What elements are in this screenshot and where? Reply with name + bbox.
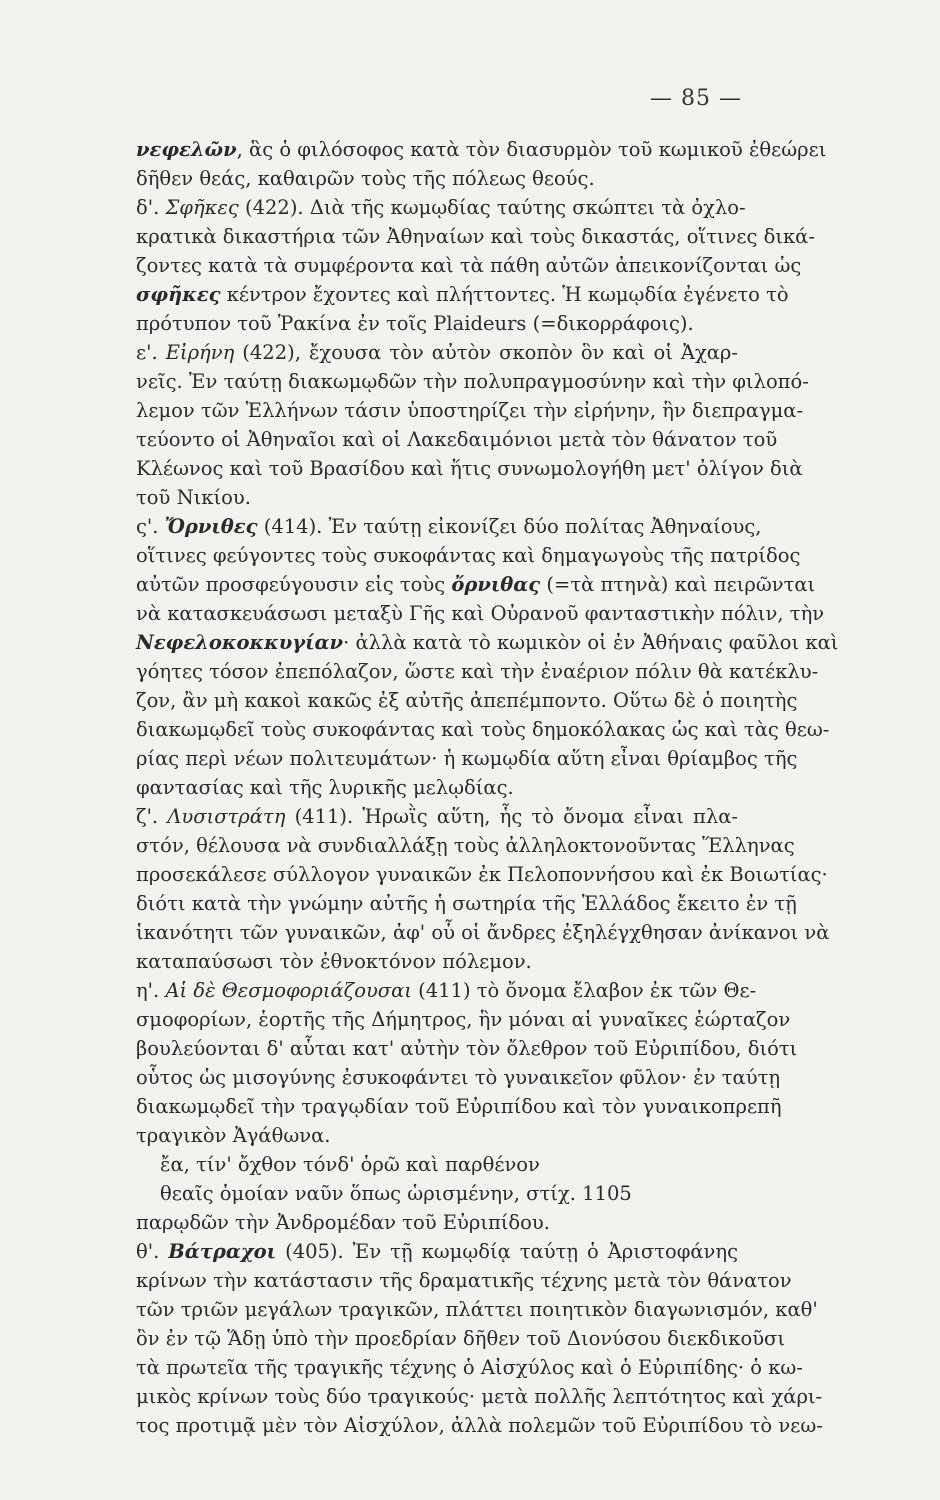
emphasized-title: Λυσιστράτη: [167, 805, 286, 828]
text-line: [136, 978, 757, 1004]
emphasized-title: νεφελῶν: [136, 138, 237, 161]
text-line: [136, 949, 738, 975]
emphasized-title: Αἱ δὲ Θεσμοφοριάζουσαι: [165, 979, 412, 1002]
text-run: διότι κατὰ τὴν γνώμην αὐτῆς ἡ σωτηρία τῆς Ἑλλάδος ἔκειτο ἐν τῇ: [136, 892, 797, 915]
text-line: [136, 369, 809, 395]
text-run: ζοντες κατὰ τὰ συμφέροντα καὶ τὰ πάθη αὐτῶν ἀπεικονίζονται ὡς: [136, 254, 802, 277]
text-run: (422), ἔχουσα τὸν αὐτὸν σκοπὸν ὃν καὶ οἱ Ἀχαρ-: [234, 341, 738, 364]
text-run: (411) τὸ ὄνομα ἔλαβον ἐκ τῶν Θε-: [411, 979, 757, 1002]
text-run: κρατικὰ δικαστήρια τῶν Ἀθηναίων καὶ τοὺς δικαστάς, οἵτινες δικά-: [136, 225, 815, 248]
text-line: [136, 485, 738, 511]
text-line: [136, 398, 804, 424]
text-run: σμοφορίων, ἑορτῆς τῆς Δήμητρος, ἣν μόναι αἱ γυναῖκες ἑώρταζον: [136, 1008, 791, 1031]
text-run: προσεκάλεσε σύλλογον γυναικῶν ἐκ Πελοποννήσου καὶ ἐκ Βοιωτίας·: [136, 863, 828, 886]
text-run: πρότυπον τοῦ Ῥακίνα ἐν τοῖς Plaideurs (=δικορράφοις).: [136, 312, 694, 335]
text-run: τὰ πρωτεῖα τῆς τραγικῆς τέχνης ὁ Αἰσχύλος καὶ ὁ Εὐριπίδης· ὁ κω-: [136, 1356, 803, 1379]
text-run: (414). Ἐν ταύτῃ εἰκονίζει δύο πολίτας Ἀθηναίους,: [257, 515, 762, 538]
text-run: ε'.: [136, 341, 166, 364]
emphasized-title: Σφῆκες: [165, 196, 239, 219]
text-line: [136, 746, 798, 772]
text-line: [136, 282, 789, 308]
text-run: ἱκανότητι τῶν γυναικῶν, ἀφ' οὗ οἱ ἄνδρες ἐξηλέγχθησαν ἀνίκανοι νὰ: [136, 921, 830, 944]
text-line: [136, 1210, 738, 1236]
text-line: [136, 1326, 786, 1352]
text-line: [136, 195, 746, 221]
text-line: [136, 1007, 791, 1033]
text-line: [136, 630, 839, 656]
text-run: λεμον τῶν Ἑλλήνων τάσιν ὑποστηρίζει τὴν εἰρήνην, ἣν διεπραγμα-: [136, 399, 804, 422]
emphasized-title: Ὄρνιθες: [164, 515, 258, 538]
text-line: [136, 1036, 798, 1062]
text-line: [136, 340, 738, 366]
text-line: [136, 456, 803, 482]
text-line: [136, 1094, 782, 1120]
text-line: [136, 1123, 738, 1149]
text-run: (=τὰ πτηνὰ) καὶ πειρῶνται: [540, 573, 816, 596]
text-line: [136, 1065, 781, 1091]
text-line: [136, 427, 778, 453]
text-line: [136, 717, 830, 743]
text-line: [136, 804, 738, 830]
text-run: τῶν τριῶν μεγάλων τραγικῶν, πλάττει ποιητικὸν διαγωνισμόν, καθ': [136, 1298, 818, 1321]
text-run: (422). Διὰ τῆς κωμῳδίας ταύτης σκώπτει τὰ ὀχλο-: [238, 196, 746, 219]
text-run: κέντρον ἔχοντες καὶ πλήττοντες. Ἡ κωμῳδία ἐγένετο τὸ: [220, 283, 789, 306]
text-run: στόν, θέλουσα νὰ συνδιαλλάξῃ τοὺς ἀλληλοκτονοῦντας Ἕλληνας: [136, 834, 795, 857]
text-run: τραγικὸν Ἀγάθωνα.: [136, 1124, 331, 1147]
emphasized-title: Βάτραχοι: [168, 1240, 277, 1263]
text-run: (411). Ἡρωῒς αὕτη, ἧς τὸ ὄνομα εἶναι πλα-: [285, 805, 738, 828]
text-line: [136, 601, 825, 627]
text-run: δῆθεν θεάς, καθαιρῶν τοὺς τῆς πόλεως θεούς.: [136, 167, 595, 190]
emphasized-title: σφῆκες: [136, 283, 221, 306]
text-line: [136, 891, 797, 917]
text-run: · ἀλλὰ κατὰ τὸ κωμικὸν οἱ ἐν Ἀθήναις φαῦλοι καὶ: [343, 631, 839, 654]
text-run: παρῳδῶν τὴν Ἀνδρομέδαν τοῦ Εὐριπίδου.: [136, 1211, 550, 1234]
text-run: θ'.: [136, 1240, 169, 1263]
text-run: γόητες τόσον ἐπεπόλαζον, ὥστε καὶ τὴν ἐναέριον πόλιν θὰ κατέκλυ-: [136, 660, 819, 683]
text-line: [136, 311, 738, 337]
emphasized-title: Εἰρήνη: [165, 341, 235, 364]
text-run: τοῦ Νικίου.: [136, 486, 251, 509]
text-line: [136, 1355, 803, 1381]
text-run: η'.: [136, 979, 166, 1002]
text-line: [136, 137, 827, 163]
text-line: [136, 514, 762, 540]
text-run: φαντασίας καὶ τῆς λυρικῆς μελῳδίας.: [136, 776, 514, 799]
text-run: μικὸς κρίνων τοὺς δύο τραγικούς· μετὰ πολλῆς λεπτότητος καὶ χάρι-: [136, 1385, 823, 1408]
text-line: [136, 688, 798, 714]
text-line: [136, 543, 801, 569]
text-run: διακωμῳδεῖ τοὺς συκοφάντας καὶ τοὺς δημοκόλακας ὡς καὶ τὰς θεω-: [136, 718, 830, 741]
text-run: (405). Ἐν τῇ κωμῳδίᾳ ταύτῃ ὁ Ἀριστοφάνης: [276, 1240, 739, 1263]
text-run: κρίνων τὴν κατάστασιν τῆς δραματικῆς τέχνης μετὰ τὸν θάνατον: [136, 1269, 792, 1292]
text-line: [136, 1384, 823, 1410]
text-line: [136, 224, 815, 250]
text-run: οὗτος ὡς μισογύνης ἐσυκοφάντει τὸ γυναικεῖον φῦλον· ἐν ταύτῃ: [136, 1066, 781, 1089]
text-line: [136, 166, 738, 192]
text-run: ρίας περὶ νέων πολιτευμάτων· ἡ κωμῳδία αὕτη εἶναι θρίαμβος τῆς: [136, 747, 798, 770]
text-run: τεύοντο οἱ Ἀθηναῖοι καὶ οἱ Λακεδαιμόνιοι μετὰ τὸν θάνατον τοῦ: [136, 428, 778, 451]
text-run: Κλέωνος καὶ τοῦ Βρασίδου καὶ ἥτις συνωμολογήθη μετ' ὀλίγον διὰ: [136, 457, 803, 480]
text-run: ς'.: [136, 515, 165, 538]
verse-line: [160, 1152, 762, 1178]
text-line: [136, 659, 819, 685]
text-run: θεαῖς ὁμοίαν ναῦν ὅπως ὡρισμένην, στίχ. 1105: [160, 1182, 632, 1205]
text-run: ὃν ἐν τῷ Ἅδῃ ὑπὸ τὴν προεδρίαν δῆθεν τοῦ Διονύσου διεκδικοῦσι: [136, 1327, 786, 1350]
text-run: δ'.: [136, 196, 166, 219]
emphasized-title: Νεφελοκοκκυγίαν: [136, 631, 344, 654]
text-line: [136, 862, 828, 888]
text-run: , ἃς ὁ φιλόσοφος κατὰ τὸν διασυρμὸν τοῦ κωμικοῦ ἐθεώρει: [236, 138, 827, 161]
text-line: [136, 1239, 738, 1265]
text-run: ζ'.: [136, 805, 168, 828]
text-run: νὰ κατασκευάσωσι μεταξὺ Γῆς καὶ Οὐρανοῦ φανταστικὴν πόλιν, τὴν: [136, 602, 825, 625]
verse-line: [160, 1181, 762, 1207]
text-run: νεῖς. Ἐν ταύτῃ διακωμῳδῶν τὴν πολυπραγμοσύνην καὶ τὴν φιλοπό-: [136, 370, 809, 393]
text-run: καταπαύσωσι τὸν ἐθνοκτόνον πόλεμον.: [136, 950, 532, 973]
text-run: διακωμῳδεῖ τὴν τραγῳδίαν τοῦ Εὐριπίδου καὶ τὸν γυναικοπρεπῆ: [136, 1095, 782, 1118]
text-line: [136, 833, 795, 859]
emphasized-title: ὄρνιθας: [451, 573, 541, 596]
page-number: — 85 —: [650, 86, 742, 111]
text-run: αὐτῶν προσφεύγουσιν εἰς τοὺς: [136, 573, 452, 596]
text-line: [136, 253, 802, 279]
text-line: [136, 572, 816, 598]
text-line: [136, 775, 738, 801]
text-run: οἵτινες φεύγοντες τοὺς συκοφάντας καὶ δημαγωγοὺς τῆς πατρίδος: [136, 544, 801, 567]
text-run: βουλεύονται δ' αὗται κατ' αὐτὴν τὸν ὄλεθρον τοῦ Εὐριπίδου, διότι: [136, 1037, 798, 1060]
text-line: [136, 1268, 792, 1294]
text-line: [136, 1297, 818, 1323]
text-line: [136, 1413, 823, 1439]
text-run: ζον, ἂν μὴ κακοὶ κακῶς ἐξ αὐτῆς ἀπεπέμποντο. Οὕτω δὲ ὁ ποιητὴς: [136, 689, 798, 712]
text-run: ἔα, τίν' ὄχθον τόνδ' ὁρῶ καὶ παρθένον: [160, 1153, 540, 1176]
text-line: [136, 920, 830, 946]
text-run: τος προτιμᾷ μὲν τὸν Αἰσχύλον, ἀλλὰ πολεμῶν τοῦ Εὐριπίδου τὸ νεω-: [136, 1414, 823, 1437]
